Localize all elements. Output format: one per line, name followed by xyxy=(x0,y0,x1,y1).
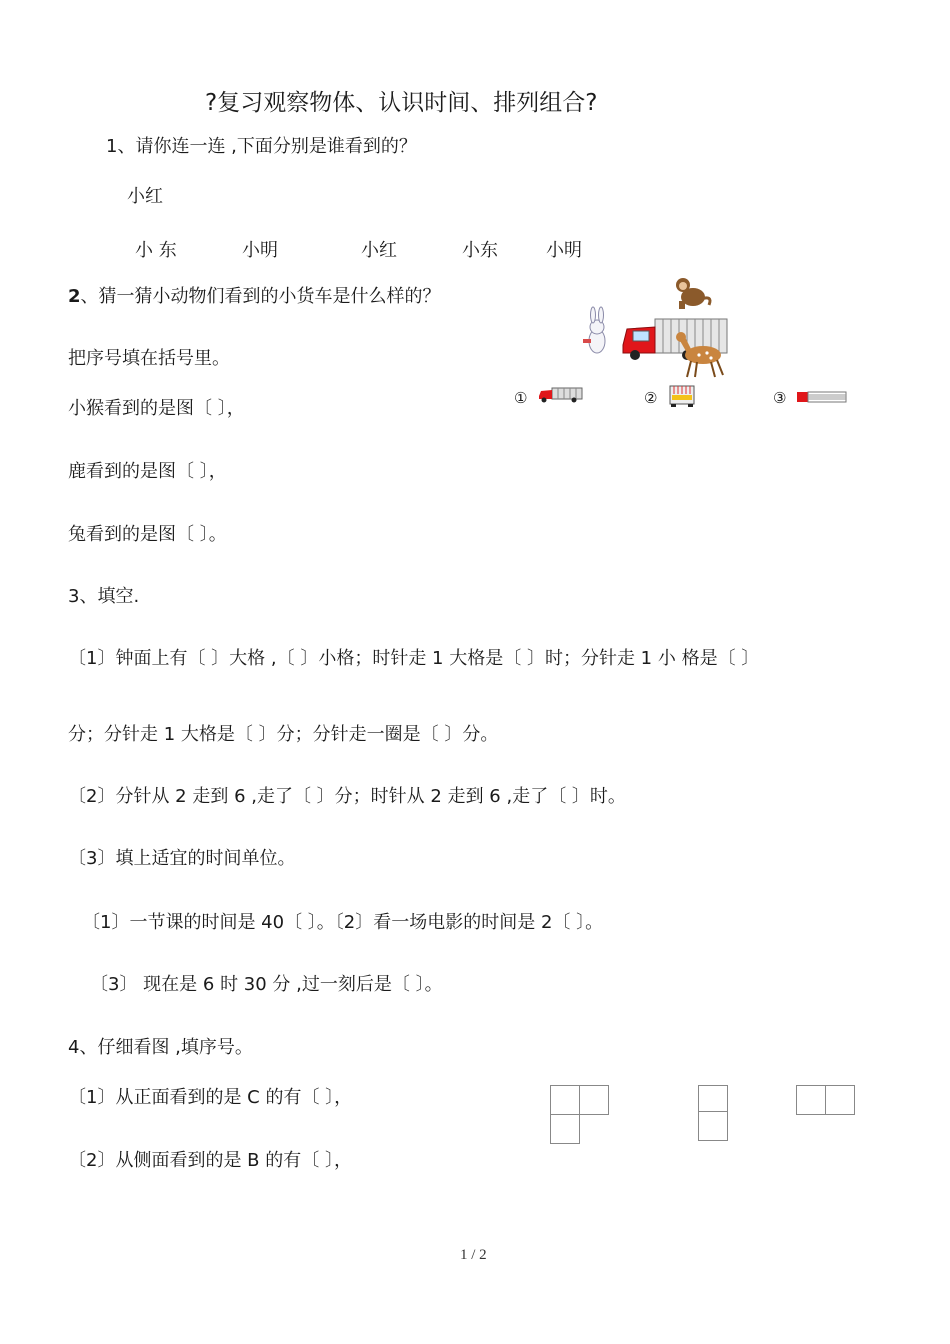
q4-line-1: 〔1〕从正面看到的是 C 的有〔 〕， xyxy=(68,1087,353,1108)
truck-cargo-icon xyxy=(655,319,727,353)
block-cell xyxy=(796,1085,826,1115)
truck-top-view-icon xyxy=(796,390,848,404)
block-cell xyxy=(550,1114,580,1144)
block-cell xyxy=(550,1085,580,1115)
q3-line-2: 〔2〕分针从 2 走到 6 ,走了〔 〕分；时针从 2 走到 6 ,走了〔 〕时。 xyxy=(68,786,626,807)
q1-name: 小红 xyxy=(361,240,397,261)
monkey-icon xyxy=(676,278,710,309)
q1-prompt: 1、请你连一连 ,下面分别是谁看到的？ xyxy=(106,136,417,157)
page-number: 1 / 2 xyxy=(460,1247,487,1263)
block-cell xyxy=(579,1085,609,1115)
q2-line-monkey: 小猴看到的是图〔 〕， xyxy=(68,398,245,419)
q1-name: 小明 xyxy=(546,240,582,261)
q3-heading: 3、填空. xyxy=(68,586,140,607)
block-cell xyxy=(825,1085,855,1115)
block-cell xyxy=(698,1111,728,1141)
q3-line-3: 〔3〕填上适宜的时间单位。 xyxy=(68,848,296,869)
rabbit-icon xyxy=(583,307,605,353)
option-3-label: ③ xyxy=(773,389,787,407)
q1-name: 小明 xyxy=(242,240,278,261)
q2-number: 2 xyxy=(68,286,81,307)
q2-prompt-text: 、猜一猜小动物们看到的小货车是什么样的？ xyxy=(80,286,441,307)
q2-instruction: 把序号填在括号里。 xyxy=(68,348,230,369)
q2-line-rabbit: 兔看到的是图〔 〕。 xyxy=(68,524,227,545)
q4-line-2: 〔2〕从侧面看到的是 B 的有〔 〕， xyxy=(68,1150,352,1171)
q3-line-3a: 〔1〕一节课的时间是 40〔 〕。〔2〕看一场电影的时间是 2〔 〕。 xyxy=(82,912,604,933)
q2-prompt xyxy=(68,286,441,308)
option-1-label: ① xyxy=(514,389,528,407)
q1-top-name: 小红 xyxy=(127,186,163,207)
q3-line-3b: 〔3〕 现在是 6 时 30 分 ,过一刻后是〔 〕。 xyxy=(90,974,443,995)
truck-scene-illustration xyxy=(575,275,745,385)
q4-heading: 4、仔细看图 ,填序号。 xyxy=(68,1037,253,1058)
truck-side-view-icon xyxy=(536,386,584,404)
q3-line-1a: 〔1〕钟面上有〔 〕大格 ,〔 〕小格；时针走 1 大格是〔 〕时；分针走 1 小 格是〔 〕 xyxy=(68,648,760,669)
option-2-label: ② xyxy=(644,389,658,407)
q1-name: 小 东 xyxy=(135,240,177,261)
page-title: ?复习观察物体、认识时间、排列组合? xyxy=(205,90,598,116)
q3-line-1b: 分；分针走 1 大格是〔 〕分；分针走一圈是〔 〕分。 xyxy=(68,724,499,745)
q2-line-deer: 鹿看到的是图〔 〕， xyxy=(68,461,227,482)
truck-rear-view-icon xyxy=(668,384,696,408)
q1-name: 小东 xyxy=(462,240,498,261)
